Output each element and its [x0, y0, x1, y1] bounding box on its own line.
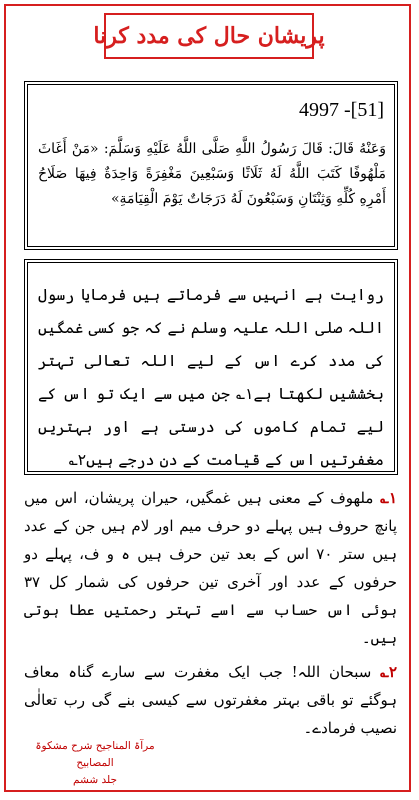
page-title: پریشان حال کی مدد کرنا — [93, 23, 325, 49]
note-1-text: ملھوف کے معنی ہیں غمگیں، حیران پریشان، اس میں پانچ حروف ہیں پہلے دو حرف میم اور لام ہیں جن کے عدد ہیں ستر ۷۰ اس کے بعد تین حرف ہیں ہ و ف، پہلے دو حرفوں کے عدد اور آخری تین حرفوں کی شمار کل ۳۷ ہوئی اس حساب سے اسے تہتر رحمتیں عطا ہوتی ہیں۔ — [24, 489, 397, 647]
title-box — [93, 13, 325, 59]
arabic-hadith-box — [27, 84, 395, 247]
commentary-notes — [24, 484, 397, 748]
source-volume: جلد ششم — [73, 774, 117, 786]
translation-box — [27, 262, 395, 472]
urdu-translation: روایت ہے انہیں سے فرماتے ہیں فرمایا رسول اللہ صلی اللہ علیہ وسلم نے کہ جو کسی غمگیں کی مدد کرے اس کے لیے اللہ تعالی تہتر بخششیں لکھتا ہے۱؎ جن میں سے ایک تو اس کے لیے تمام کاموں کی درستی ہے اور بہتریں مغفرتیں اس کے قیامت کے دن درجے ہیں۲؎ — [38, 286, 385, 469]
note-2-text: سبحان اللہ! جب ایک مغفرت سے سارے گناہ معاف ہوگئے تو باقی بہتر مغفرتوں سے کیسی بنے گی رب تعالٰی نصیب فرمادے۔ — [24, 663, 397, 737]
note-1 — [24, 484, 397, 652]
source-citation — [30, 738, 160, 789]
note-2 — [24, 658, 397, 742]
source-book: مرآۃ المناجیح شرح مشکوۃ المصابیح — [35, 740, 155, 769]
note-2-number: ۲؎ — [380, 663, 397, 681]
note-1-number: ۱؎ — [380, 489, 397, 507]
arabic-text: وَعَنْهُ قَالَ: قَالَ رَسُولُ اللَّهِ صَلَّى اللَّهُ عَلَيْهِ وَسَلَّمَ: «مَنْ أَغَاثَ مَلْهُوفًا كَتَبَ اللَّهُ لَهُ ثَلَاثًا وَسَبْعِينَ مَغْفِرَةً وَاحِدَةٌ فِيهَا صَلَاحُ أَمْرِهِ كُلِّهِ وَثِنْتَانِ وَسَبْعُونَ لَهُ دَرَجَاتٌ يَوْمَ الْقِيَامَةِ» — [38, 141, 386, 207]
hadith-reference: 4997 -[51] — [299, 99, 384, 121]
